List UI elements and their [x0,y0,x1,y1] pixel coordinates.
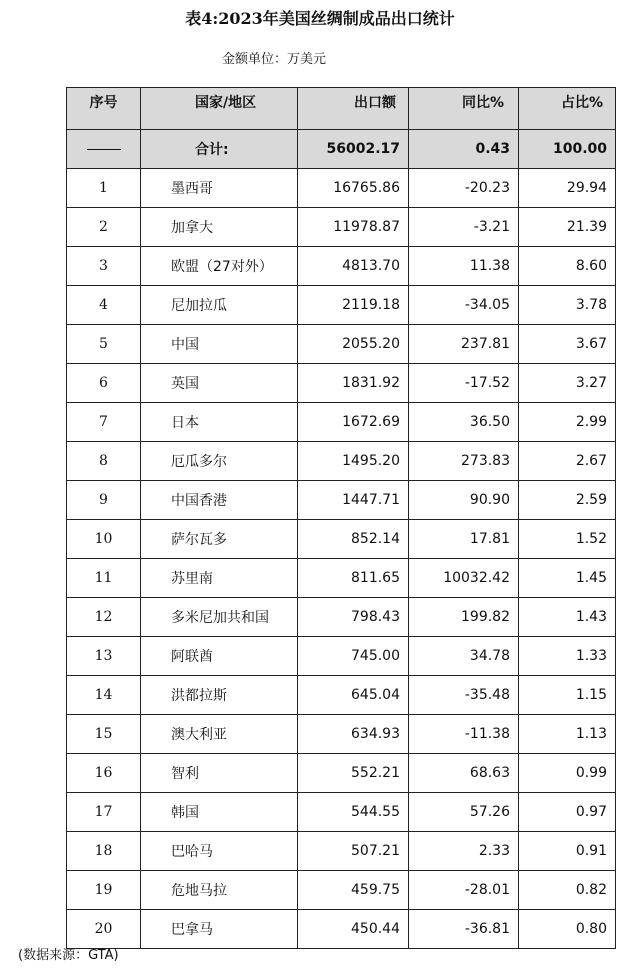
row-yoy: -35.48 [409,676,519,715]
row-index: 11 [67,559,141,598]
table-row [67,247,616,286]
row-index: 18 [67,832,141,871]
table-row [67,169,616,208]
row-export: 1495.20 [298,442,409,481]
total-yoy: 0.43 [409,130,519,169]
row-country: 澳大利亚 [141,715,298,754]
total-index [67,130,141,169]
total-row [67,130,616,169]
row-export: 552.21 [298,754,409,793]
table-row [67,715,616,754]
table-row [67,637,616,676]
table-header-row [67,88,616,130]
row-export: 645.04 [298,676,409,715]
row-country: 中国 [141,325,298,364]
row-export: 1831.92 [298,364,409,403]
row-country: 危地马拉 [141,871,298,910]
row-yoy: 2.33 [409,832,519,871]
row-index: 13 [67,637,141,676]
table-row [67,871,616,910]
row-share: 3.27 [519,364,616,403]
row-share: 21.39 [519,208,616,247]
table-row [67,286,616,325]
row-country: 日本 [141,403,298,442]
total-label: 合计: [141,130,298,169]
header-share: 占比% [519,88,616,130]
row-share: 0.99 [519,754,616,793]
row-country: 厄瓜多尔 [141,442,298,481]
dash-mark [87,149,121,150]
row-index: 1 [67,169,141,208]
row-country: 阿联酋 [141,637,298,676]
row-index: 20 [67,910,141,949]
table-row [67,325,616,364]
row-country: 欧盟（27对外） [141,247,298,286]
row-export: 450.44 [298,910,409,949]
row-export: 16765.86 [298,169,409,208]
row-index: 7 [67,403,141,442]
header-yoy: 同比% [409,88,519,130]
row-country: 巴哈马 [141,832,298,871]
row-index: 15 [67,715,141,754]
row-country: 加拿大 [141,208,298,247]
row-index: 3 [67,247,141,286]
row-export: 811.65 [298,559,409,598]
row-share: 2.99 [519,403,616,442]
table-row [67,598,616,637]
row-export: 507.21 [298,832,409,871]
table-row [67,832,616,871]
row-yoy: 10032.42 [409,559,519,598]
row-share: 8.60 [519,247,616,286]
row-index: 16 [67,754,141,793]
unit-label: 金额单位：万美元 [222,52,327,67]
header-export: 出口额 [298,88,409,130]
row-share: 1.52 [519,520,616,559]
row-share: 29.94 [519,169,616,208]
row-export: 544.55 [298,793,409,832]
row-yoy: -36.81 [409,910,519,949]
row-share: 2.59 [519,481,616,520]
table-row [67,364,616,403]
row-index: 5 [67,325,141,364]
table-row [67,676,616,715]
row-country: 中国香港 [141,481,298,520]
row-export: 634.93 [298,715,409,754]
row-share: 3.78 [519,286,616,325]
table-row [67,520,616,559]
row-yoy: -17.52 [409,364,519,403]
row-yoy: 199.82 [409,598,519,637]
row-export: 2055.20 [298,325,409,364]
row-index: 12 [67,598,141,637]
row-export: 852.14 [298,520,409,559]
row-share: 1.33 [519,637,616,676]
row-yoy: 57.26 [409,793,519,832]
row-share: 1.15 [519,676,616,715]
row-share: 0.80 [519,910,616,949]
table-row [67,208,616,247]
row-index: 14 [67,676,141,715]
row-country: 尼加拉瓜 [141,286,298,325]
total-export: 56002.17 [298,130,409,169]
row-yoy: 68.63 [409,754,519,793]
table-row [67,403,616,442]
row-index: 6 [67,364,141,403]
row-share: 1.13 [519,715,616,754]
row-country: 巴拿马 [141,910,298,949]
row-yoy: -34.05 [409,286,519,325]
row-yoy: 17.81 [409,520,519,559]
row-index: 4 [67,286,141,325]
row-share: 1.43 [519,598,616,637]
data-source-note: (数据来源：GTA) [18,948,119,963]
row-export: 1672.69 [298,403,409,442]
row-yoy: 237.81 [409,325,519,364]
row-yoy: -20.23 [409,169,519,208]
row-share: 0.82 [519,871,616,910]
row-export: 11978.87 [298,208,409,247]
row-share: 2.67 [519,442,616,481]
row-index: 10 [67,520,141,559]
row-yoy: -11.38 [409,715,519,754]
table-row [67,559,616,598]
row-export: 745.00 [298,637,409,676]
row-yoy: -28.01 [409,871,519,910]
row-export: 459.75 [298,871,409,910]
row-index: 19 [67,871,141,910]
row-index: 17 [67,793,141,832]
row-index: 2 [67,208,141,247]
row-country: 墨西哥 [141,169,298,208]
row-share: 0.97 [519,793,616,832]
row-country: 苏里南 [141,559,298,598]
total-share: 100.00 [519,130,616,169]
row-country: 多米尼加共和国 [141,598,298,637]
row-yoy: 273.83 [409,442,519,481]
row-country: 萨尔瓦多 [141,520,298,559]
row-country: 智利 [141,754,298,793]
row-country: 洪都拉斯 [141,676,298,715]
row-export: 798.43 [298,598,409,637]
row-index: 9 [67,481,141,520]
table-row [67,910,616,949]
export-table [66,87,616,949]
row-yoy: 34.78 [409,637,519,676]
row-export: 2119.18 [298,286,409,325]
row-export: 4813.70 [298,247,409,286]
row-yoy: 36.50 [409,403,519,442]
row-yoy: 11.38 [409,247,519,286]
table-row [67,793,616,832]
row-share: 0.91 [519,832,616,871]
table-title: 表4:2023年美国丝绸制成品出口统计 [185,9,455,28]
row-country: 韩国 [141,793,298,832]
header-index: 序号 [67,88,141,130]
header-country: 国家/地区 [141,88,298,130]
table-row [67,754,616,793]
row-index: 8 [67,442,141,481]
row-export: 1447.71 [298,481,409,520]
row-yoy: -3.21 [409,208,519,247]
row-share: 3.67 [519,325,616,364]
table-row [67,481,616,520]
row-share: 1.45 [519,559,616,598]
row-yoy: 90.90 [409,481,519,520]
row-country: 英国 [141,364,298,403]
table-row [67,442,616,481]
